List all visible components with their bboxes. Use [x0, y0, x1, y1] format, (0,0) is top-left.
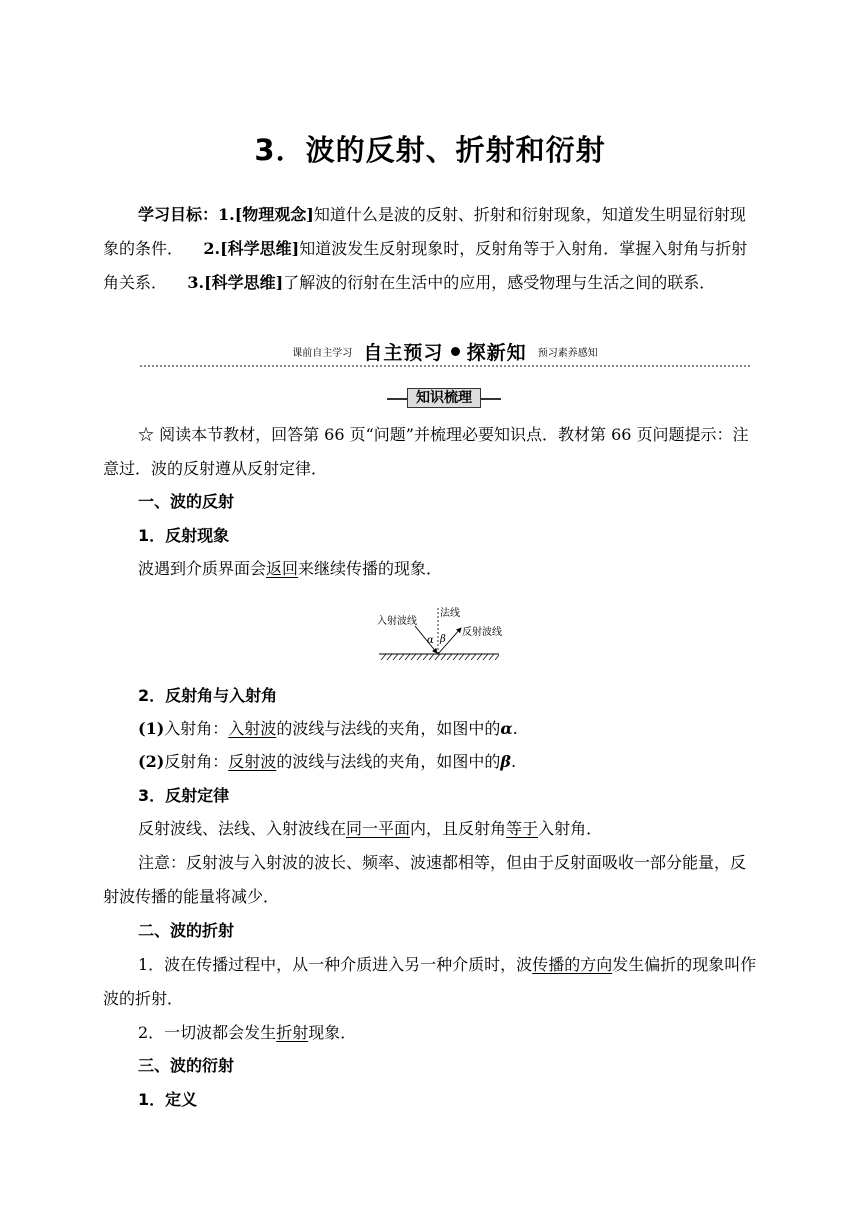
item-1-label: 入射角：	[164, 719, 229, 738]
section-3-sub-1: 1．定义	[138, 1090, 198, 1109]
objective-3-tag: [科学思维]	[204, 273, 284, 292]
section-banner	[140, 338, 750, 370]
item-1-symbol: α	[500, 719, 513, 738]
refraction-blank: 传播的方向	[532, 955, 613, 974]
banner-arrow-icon	[451, 347, 460, 356]
item-2-symbol: β	[500, 752, 511, 771]
objective-2-text: 知道波发生反射现象时，反射角等于入射角．掌握入射角与折射角关系．	[103, 239, 748, 292]
section-1-sub-3: 3．反射定律	[138, 786, 230, 805]
section-1-sub-1: 1．反射现象	[138, 526, 230, 545]
normal-line-label: 法线	[440, 608, 460, 619]
banner-title-1: 自主预习	[363, 342, 444, 364]
refraction-text-a: 1．波在传播过程中，从一种介质进入另一种介质时，波	[138, 955, 533, 974]
reading-prompt: ☆ 阅读本节教材，回答第 66 页“问题”并梳理必要知识点．教材第 66 页问题提示：注意过．波的反射遵从反射定律．	[103, 425, 749, 478]
surface-hatching	[381, 654, 499, 660]
knowledge-label	[387, 388, 501, 408]
beta-label: β	[440, 634, 446, 645]
objective-1-number: 1.	[218, 205, 235, 224]
objectives-lead: 学习目标：	[138, 205, 219, 224]
banner-title-2: 探新知	[466, 342, 527, 364]
item-1-number: (1)	[138, 719, 165, 738]
refraction-text-b: 发生偏折的现象叫作波的折射．	[103, 955, 757, 1008]
reflection-definition	[138, 558, 442, 580]
objective-2-number: 2.	[203, 239, 221, 258]
objective-1-tag: [物理观念]	[234, 205, 314, 224]
item-1-text: 的波线与法线的夹角，如图中的	[276, 719, 501, 738]
reflection-note: 注意：反射波与入射波的波长、频率、波速都相等，但由于反射面吸收一部分能量，反射波传播的能量将减少．	[103, 853, 747, 906]
reflection-diagram	[373, 604, 503, 668]
section-3-heading: 三、波的衍射	[138, 1056, 235, 1075]
page-title: 3．波的反射、折射和衍射	[254, 133, 606, 167]
refraction-definition	[103, 948, 757, 1016]
item-2-number: (2)	[138, 752, 165, 771]
alpha-label: α	[427, 635, 434, 646]
incident-ray-label: 入射波线	[377, 616, 417, 627]
refraction-universal	[138, 1022, 356, 1044]
objective-3-text: 了解波的衍射在生活中的应用，感受物理与生活之间的联系．	[283, 273, 716, 292]
law-text-c: 入射角．	[538, 819, 603, 838]
reflection-angle-item	[138, 751, 516, 773]
incident-angle-item	[138, 718, 518, 740]
item-2-label: 反射角：	[164, 752, 229, 771]
refraction-2-text-b: 现象．	[308, 1023, 357, 1042]
reflection-law	[138, 818, 602, 840]
law-blank-2: 等于	[506, 819, 539, 838]
section-1-heading: 一、波的反射	[138, 492, 235, 511]
banner-right-caption: 预习素养感知	[537, 348, 598, 359]
section-1-sub-2: 2．反射角与入射角	[138, 686, 278, 705]
law-blank-1: 同一平面	[346, 819, 411, 838]
item-2-end: .	[510, 752, 517, 771]
section-2-heading: 二、波的折射	[138, 921, 235, 940]
reflection-def-blank: 返回	[266, 559, 299, 578]
law-text-b: 内，且反射角	[410, 819, 507, 838]
knowledge-label-box: 知识梳理	[407, 388, 481, 408]
item-1-end: .	[512, 719, 518, 738]
reflection-def-text-b: 来继续传播的现象．	[298, 559, 443, 578]
banner-text	[140, 338, 750, 365]
objective-1-text: 知道什么是波的反射、折射和衍射现象，知道发生明显衍射现象的条件．	[103, 205, 746, 258]
reflected-ray-label: 反射波线	[462, 627, 502, 638]
objective-3-number: 3.	[187, 273, 205, 292]
banner-divider	[140, 365, 750, 367]
item-2-blank: 反射波	[228, 752, 277, 771]
law-text-a: 反射波线、法线、入射波线在	[138, 819, 347, 838]
item-2-text: 的波线与法线的夹角，如图中的	[276, 752, 501, 771]
banner-left-caption: 课前自主学习	[292, 348, 353, 359]
refraction-2-blank: 折射	[276, 1023, 309, 1042]
reflection-def-text-a: 波遇到介质界面会	[138, 559, 267, 578]
learning-objectives	[103, 198, 757, 300]
objective-2-tag: [科学思维]	[220, 239, 300, 258]
refraction-2-text-a: 2．一切波都会发生	[138, 1023, 277, 1042]
item-1-blank: 入射波	[228, 719, 277, 738]
